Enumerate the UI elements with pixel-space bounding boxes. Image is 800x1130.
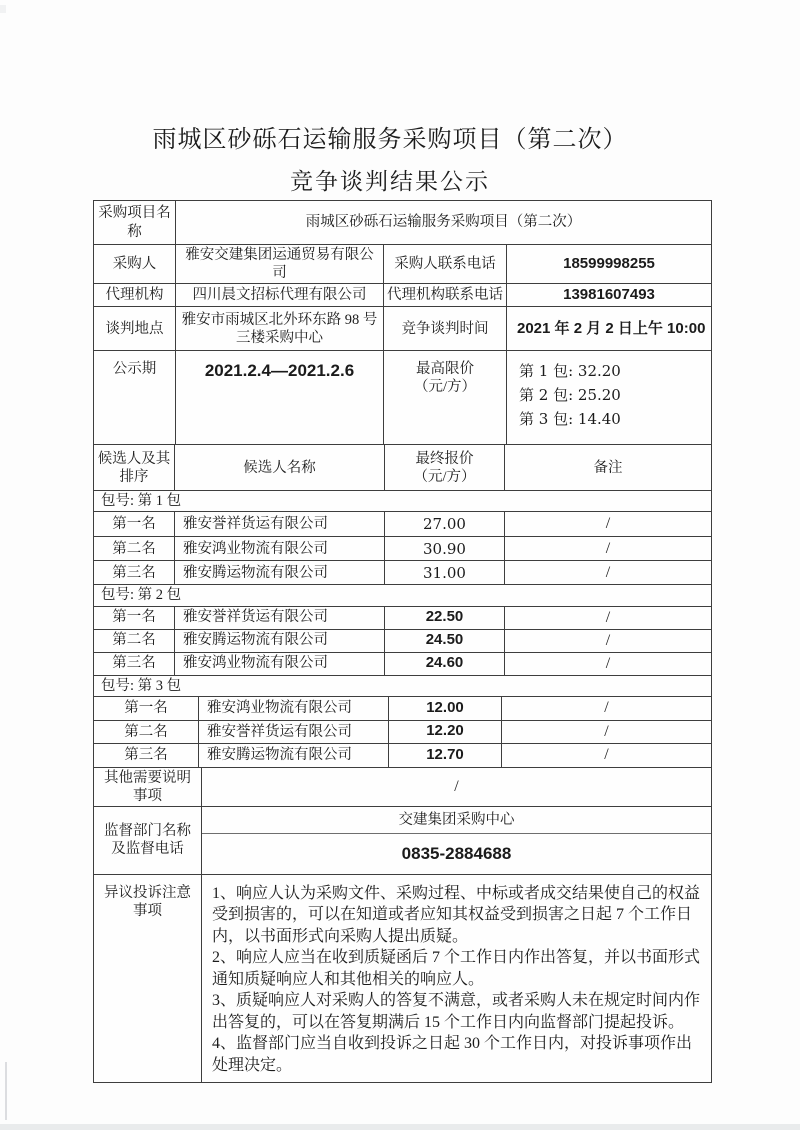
package3-title: 包号: 第 3 包 [101,677,182,694]
final-price-cell: 22.50 [384,607,504,629]
candidates-name-header: 候选人名称 [174,445,384,490]
candidate-name-cell: 雅安腾运物流有限公司 [198,744,388,767]
note-cell: / [501,697,711,720]
objection-label: 异议投诉注意事项 [104,884,191,919]
candidates-rank-header: 候选人及其排序 [97,450,171,485]
note-cell: / [504,561,711,584]
final-price-cell: 12.00 [388,697,501,720]
price-cap-package3: 第 3 包: 14.40 [519,409,621,428]
negotiation-time-value: 2021 年 2 月 2 日上午 10:00 [506,307,711,350]
table-row-purchaser [94,244,711,283]
candidate-name-cell: 雅安鸿业物流有限公司 [174,653,384,675]
price-cap-label-line2: （元/方） [413,379,477,396]
note-cell: / [501,721,711,743]
table-row-venue [94,306,711,350]
agency-value: 四川晨文招标代理有限公司 [175,284,383,306]
purchaser-phone-value: 18599998255 [506,245,711,283]
venue-label: 谈判地点 [105,320,164,337]
rank-cell: 第三名 [124,747,168,764]
final-price-cell: 12.70 [388,744,501,767]
objection-item-2: 2、响应人应当在收到质疑函后 7 个工作日内作出答复，并以书面形式通知质疑响应人和其他相关的响应人。 [212,949,701,988]
rank-cell: 第二名 [124,723,168,740]
rank-cell: 第二名 [112,540,156,557]
package2-title: 包号: 第 2 包 [101,587,182,604]
package3-rank3-row [94,743,711,767]
table-row-project [94,201,711,244]
price-cap-label-line1: 最高限价 [416,361,474,378]
rank-cell: 第一名 [112,516,156,533]
rank-cell: 第一名 [124,700,168,717]
final-price-cell: 27.00 [384,512,504,536]
publicity-value: 2021.2.4—2021.2.6 [175,351,383,444]
agency-phone-value: 13981607493 [506,284,711,306]
table-row-publicity [94,350,711,444]
package2-rank1-row [94,606,711,629]
final-price-cell: 24.60 [384,653,504,675]
package3-rank2-row [94,720,711,743]
purchaser-phone-label: 采购人联系电话 [383,245,506,283]
final-price-cell: 12.20 [388,721,501,743]
scan-edge-left-line [5,1062,7,1120]
agency-phone-label: 代理机构联系电话 [383,284,506,306]
package1-rank2-row [94,536,711,560]
package2-rank3-row [94,652,711,675]
project-name-value: 雨城区砂砾石运输服务采购项目（第二次） [175,201,711,244]
note-cell: / [504,630,711,652]
candidate-name-cell: 雅安誉祥货运有限公司 [174,512,384,536]
note-cell: / [504,512,711,536]
note-cell: / [504,537,711,560]
final-price-cell: 31.00 [384,561,504,584]
table-row-agency [94,283,711,306]
table-row-supervision [94,806,711,874]
venue-value: 雅安市雨城区北外环东路 98 号三楼采购中心 [175,307,383,350]
final-price-cell: 24.50 [384,630,504,652]
price-cap-label [383,351,506,444]
rank-cell: 第三名 [112,564,156,581]
package2-title-row [94,584,711,605]
page-title: 雨城区砂砾石运输服务采购项目（第二次） [152,127,628,153]
objection-text [201,875,711,1083]
table-row-other-notes [94,767,711,806]
other-notes-value: / [201,768,711,806]
candidate-name-cell: 雅安誉祥货运有限公司 [198,721,388,743]
candidate-name-cell: 雅安鸿业物流有限公司 [198,697,388,720]
publicity-label: 公示期 [112,361,157,378]
agency-label: 代理机构 [105,287,164,304]
price-cap-package2: 第 2 包: 25.20 [519,385,621,404]
final-price-cell: 30.90 [384,537,504,560]
note-cell: / [504,653,711,675]
price-cap-values [506,351,711,444]
candidate-name-cell: 雅安腾运物流有限公司 [174,630,384,652]
package1-title-row [94,490,711,511]
project-name-label: 采购项目名称 [98,205,171,240]
rank-cell: 第二名 [112,632,156,649]
supervision-values [201,807,711,874]
package2-rank2-row [94,629,711,652]
note-cell: / [501,744,711,767]
page-subtitle: 竞争谈判结果公示 [290,169,490,194]
rank-cell: 第三名 [112,655,156,672]
candidate-name-cell: 雅安鸿业物流有限公司 [174,537,384,560]
final-price-header [384,445,504,490]
note-header: 备注 [504,445,711,490]
result-table [93,200,712,1083]
package3-rank1-row [94,696,711,720]
price-cap-package1: 第 1 包: 32.20 [519,362,621,381]
table-row-objection [94,874,711,1083]
purchaser-value: 雅安交建集团运通贸易有限公司 [175,245,383,283]
note-cell: / [504,607,711,629]
scan-speck [0,5,6,13]
objection-item-1: 1、响应人认为采购文件、采购过程、中标或者成交结果使自己的权益受到损害的，可以在知道或者应知其权益受到损害之日起 7 个工作日内，以书面形式向采购人提出质疑。 [212,884,701,945]
package1-rank3-row [94,560,711,584]
final-price-header-line1: 最终报价 [415,450,474,467]
final-price-header-line2: （元/方） [413,468,476,485]
objection-item-3: 3、质疑响应人对采购人的答复不满意，或者采购人未在规定时间内作出答复的，可以在答复期满后 15 个工作日内向监督部门提起投诉。 [212,992,701,1031]
package1-title: 包号: 第 1 包 [101,493,182,510]
rank-cell: 第一名 [112,609,156,626]
supervision-department-name: 交建集团采购中心 [398,811,515,828]
candidate-name-cell: 雅安腾运物流有限公司 [174,561,384,584]
candidate-name-cell: 雅安誉祥货运有限公司 [174,607,384,629]
table-row-candidates-header [94,444,711,490]
package3-title-row [94,675,711,696]
objection-item-4: 4、监督部门应当自收到投诉之日起 30 个工作日内，对投诉事项作出处理决定。 [212,1035,693,1074]
other-notes-label: 其他需要说明事项 [104,769,191,804]
package1-rank1-row [94,511,711,536]
purchaser-label: 采购人 [112,256,157,273]
scan-edge-bottom [0,1124,800,1130]
supervision-label: 监督部门名称及监督电话 [104,823,191,858]
supervision-phone: 0835-2884688 [202,833,711,874]
negotiation-time-label: 竞争谈判时间 [383,307,506,350]
